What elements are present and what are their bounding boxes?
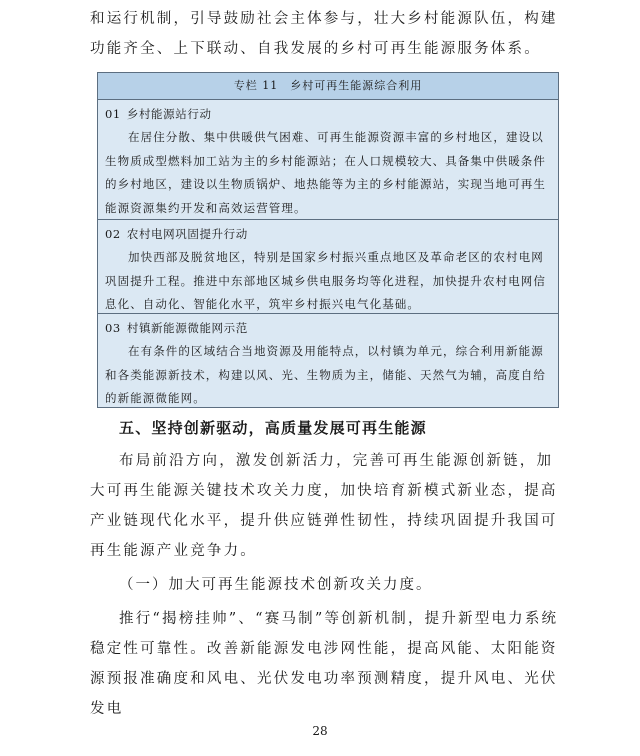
item-title: 村镇新能源微能网示范 xyxy=(126,321,248,335)
box-item xyxy=(98,100,558,220)
box-title: 专栏 11 乡村可再生能源综合利用 xyxy=(98,73,558,100)
item-heading xyxy=(105,223,551,246)
page-number: 28 xyxy=(312,724,328,738)
item-body: 在居住分散、集中供暖供气困难、可再生能源资源丰富的乡村地区，建设以生物质成型燃料加工站为主的乡村能源站；在人口规模较大、具备集中供暖条件的乡村地区，建设以生物质锅炉、地热能等为主的乡村能源站，实现当地可再生能源资源集约开发和高效运营管理。 xyxy=(105,130,546,215)
box-item xyxy=(98,314,558,415)
item-title: 乡村能源站行动 xyxy=(126,107,212,121)
item-number: 03 xyxy=(105,321,121,335)
item-heading xyxy=(105,103,551,126)
section-paragraph: 布局前沿方向，激发创新活力，完善可再生能源创新链，加大可再生能源关键技术攻关力度，加快培育新模式新业态，提高产业链现代化水平，提升供应链弹性韧性，持续巩固提升我国可再生能源产业竞争力。 xyxy=(90,453,558,559)
section-heading: 五、坚持创新驱动，高质量发展可再生能源 xyxy=(119,419,427,437)
intro-paragraph: 和运行机制，引导鼓励社会主体参与，壮大乡村能源队伍，构建功能齐全、上下联动、自我发展的乡村可再生能源服务体系。 xyxy=(90,11,558,57)
item-title: 农村电网巩固提升行动 xyxy=(126,227,248,241)
item-body: 加快西部及脱贫地区，特别是国家乡村振兴重点地区及革命老区的农村电网巩固提升工程。推进中东部地区城乡供电服务均等化进程，加快提升农村电网信息化、自动化、智能化水平，筑牢乡村振兴电气化基础。 xyxy=(105,250,546,311)
item-number: 02 xyxy=(105,227,121,241)
body-paragraph: 推行“揭榜挂帅”、“赛马制”等创新机制，提升新型电力系统稳定性可靠性。改善新能源发电涉网性能，提高风能、太阳能资源预报准确度和风电、光伏发电功率预测精度，提升风电、光伏发电 xyxy=(90,611,559,717)
item-body: 在有条件的区域结合当地资源及用能特点，以村镇为单元，综合利用新能源和各类能源新技术，构建以风、光、生物质为主，储能、天然气为辅，高度自给的新能源微能网。 xyxy=(105,344,546,405)
item-heading xyxy=(105,317,551,340)
item-number: 01 xyxy=(105,107,121,121)
feature-box xyxy=(97,72,559,408)
box-item xyxy=(98,220,558,314)
sub-heading: （一）加大可再生能源技术创新攻关力度。 xyxy=(119,577,433,593)
